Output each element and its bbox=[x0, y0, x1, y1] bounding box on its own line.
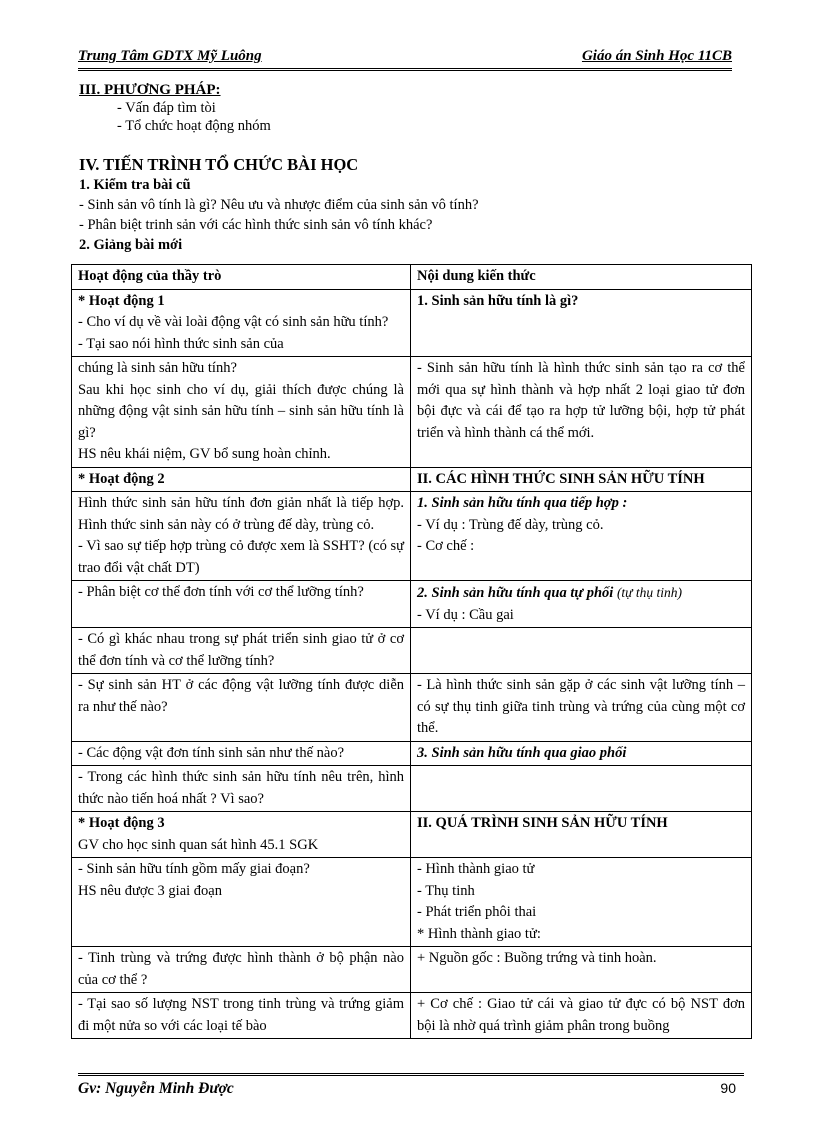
table-row bbox=[72, 467, 752, 492]
activity-text: - Sinh sản hữu tính gồm mấy giai đoạn? bbox=[78, 861, 310, 877]
content-title: 3. Sinh sản hữu tính qua giao phối bbox=[411, 741, 752, 766]
method-item: - Tổ chức hoạt động nhóm bbox=[117, 118, 271, 134]
table-row bbox=[72, 766, 752, 812]
header-school: Trung Tâm GDTX Mỹ Luông bbox=[78, 48, 262, 64]
header-activities: Hoạt động của thầy trò bbox=[72, 265, 411, 290]
content-title: 1. Sinh sản hữu tính qua tiếp hợp : bbox=[417, 495, 628, 511]
content-text: - Là hình thức sinh sản gặp ở các sinh vật lưỡng tính – có sự thụ tinh giữa tinh trùng và trứng của cùng một cơ thể. bbox=[411, 674, 752, 742]
table-row bbox=[72, 674, 752, 742]
table-row bbox=[72, 858, 752, 947]
content-text: * Hình thành giao tử: bbox=[417, 925, 541, 942]
content-cell bbox=[411, 492, 752, 581]
activity-cell bbox=[72, 357, 411, 468]
table-row bbox=[72, 812, 752, 858]
content-cell bbox=[411, 357, 752, 468]
content-text: - Hình thành giao tử bbox=[417, 861, 535, 877]
content-cell-empty bbox=[411, 766, 752, 812]
content-text: + Nguồn gốc : Buồng trứng và tinh hoàn. bbox=[411, 947, 752, 993]
header-subject: Giáo án Sinh Học 11CB bbox=[581, 48, 732, 64]
page-header bbox=[78, 48, 732, 71]
subsection-2-title: 2. Giảng bài mới bbox=[79, 237, 183, 253]
activity-text: chúng là sinh sản hữu tính? bbox=[78, 360, 237, 376]
activity-title: * Hoạt động 3 bbox=[78, 815, 165, 831]
activity-text: - Có gì khác nhau trong sự phát triển sinh giao tử ở cơ thể đơn tính và cơ thể lưỡng tính? bbox=[72, 628, 411, 674]
table-row bbox=[72, 581, 752, 628]
table-row bbox=[72, 357, 752, 468]
activity-text: - Tại sao số lượng NST trong tinh trùng và trứng giảm đi một nửa so với các loại tế bào bbox=[72, 993, 411, 1039]
activity-text: Sau khi học sinh cho ví dụ, giải thích được chúng là những động vật sinh sản hữu tính – sinh sản hữu tính là gì? bbox=[78, 381, 404, 441]
activity-text: Hình thức sinh sản hữu tính đơn giản nhất là tiếp hợp. Hình thức sinh sản này có ở trùng đế dày, trùng cỏ. bbox=[78, 495, 404, 533]
activity-cell bbox=[72, 289, 411, 357]
content-title: II. QUÁ TRÌNH SINH SẢN HỮU TÍNH bbox=[417, 815, 668, 831]
activity-cell bbox=[72, 812, 411, 858]
section-3-title: III. PHƯƠNG PHÁP: bbox=[79, 82, 221, 98]
activity-text: GV cho học sinh quan sát hình 45.1 SGK bbox=[78, 836, 319, 853]
activity-text: - Cho ví dụ về vài loài động vật có sinh sản hữu tính? bbox=[78, 314, 389, 330]
content-title: 2. Sinh sản hữu tính qua tự phối bbox=[417, 585, 614, 601]
review-question: - Sinh sản vô tính là gì? Nêu ưu và nhược điểm của sinh sản vô tính? bbox=[79, 197, 479, 213]
activity-title: * Hoạt động 1 bbox=[78, 292, 165, 309]
activity-text: - Sự sinh sản HT ở các động vật lưỡng tính được diễn ra như thế nào? bbox=[72, 674, 411, 742]
table-row bbox=[72, 741, 752, 766]
content-cell bbox=[411, 289, 752, 357]
table-row bbox=[72, 993, 752, 1039]
content-text: - Sinh sản hữu tính là hình thức sinh sản tạo ra cơ thể mới qua sự hình thành và hợp nhất 2 loại giao tử đơn bội đực và cái để tạo ra hợp tử lưỡng bội, hợp tử phát triển và hình thành cá thể mới. bbox=[417, 360, 745, 441]
content-text: - Phát triển phôi thai bbox=[417, 904, 537, 920]
content-text: - Thụ tinh bbox=[417, 882, 475, 899]
activity-cell bbox=[72, 858, 411, 947]
table-row bbox=[72, 947, 752, 993]
activity-text: HS nêu được 3 giai đoạn bbox=[78, 882, 222, 899]
content-text: - Ví dụ : Cầu gai bbox=[417, 606, 514, 623]
page-footer bbox=[78, 1073, 744, 1098]
content-title: 1. Sinh sản hữu tính là gì? bbox=[417, 292, 579, 309]
section-4-title: IV. TIẾN TRÌNH TỔ CHỨC BÀI HỌC bbox=[79, 155, 359, 174]
review-question: - Phân biệt trinh sản với các hình thức sinh sản vô tính khác? bbox=[79, 217, 433, 233]
content-cell bbox=[411, 581, 752, 628]
content-text: + Cơ chế : Giao tử cái và giao tử đực có bộ NST đơn bội là nhờ quá trình giảm phân trong buồng bbox=[411, 993, 752, 1039]
activity-title: * Hoạt động 2 bbox=[72, 467, 411, 492]
activity-cell bbox=[72, 492, 411, 581]
activity-text: HS nêu khái niệm, GV bổ sung hoàn chỉnh. bbox=[78, 446, 331, 462]
content-body bbox=[79, 80, 749, 255]
page-number: 90 bbox=[720, 1080, 736, 1096]
content-cell-empty bbox=[411, 628, 752, 674]
table-row bbox=[72, 628, 752, 674]
activity-text: - Tinh trùng và trứng được hình thành ở bộ phận nào của cơ thể ? bbox=[72, 947, 411, 993]
lesson-table bbox=[71, 264, 752, 1039]
header-content: Nội dung kiến thức bbox=[411, 265, 752, 290]
content-note: (tự thụ tinh) bbox=[616, 585, 683, 600]
table-row bbox=[72, 492, 752, 581]
content-text: - Cơ chế : bbox=[417, 538, 475, 554]
activity-text: - Vì sao sự tiếp hợp trùng cỏ được xem là SSHT? (có sự trao đổi vật chất DT) bbox=[78, 538, 404, 576]
content-text: - Ví dụ : Trùng đế dày, trùng cỏ. bbox=[417, 516, 604, 533]
activity-text: - Trong các hình thức sinh sản hữu tính nêu trên, hình thức nào tiến hoá nhất ? Vì sao? bbox=[72, 766, 411, 812]
content-cell bbox=[411, 858, 752, 947]
activity-text: - Các động vật đơn tính sinh sản như thế nào? bbox=[72, 741, 411, 766]
content-title: II. CÁC HÌNH THỨC SINH SẢN HỮU TÍNH bbox=[411, 467, 752, 492]
content-cell bbox=[411, 812, 752, 858]
table-header-row bbox=[72, 265, 752, 290]
activity-text: - Phân biệt cơ thể đơn tính với cơ thể lưỡng tính? bbox=[72, 581, 411, 628]
subsection-1-title: 1. Kiểm tra bài cũ bbox=[79, 177, 191, 193]
table-row bbox=[72, 289, 752, 357]
method-item: - Vấn đáp tìm tòi bbox=[117, 100, 216, 116]
footer-author: Gv: Nguyễn Minh Được bbox=[78, 1080, 234, 1097]
activity-text: - Tại sao nói hình thức sinh sản của bbox=[78, 335, 284, 352]
